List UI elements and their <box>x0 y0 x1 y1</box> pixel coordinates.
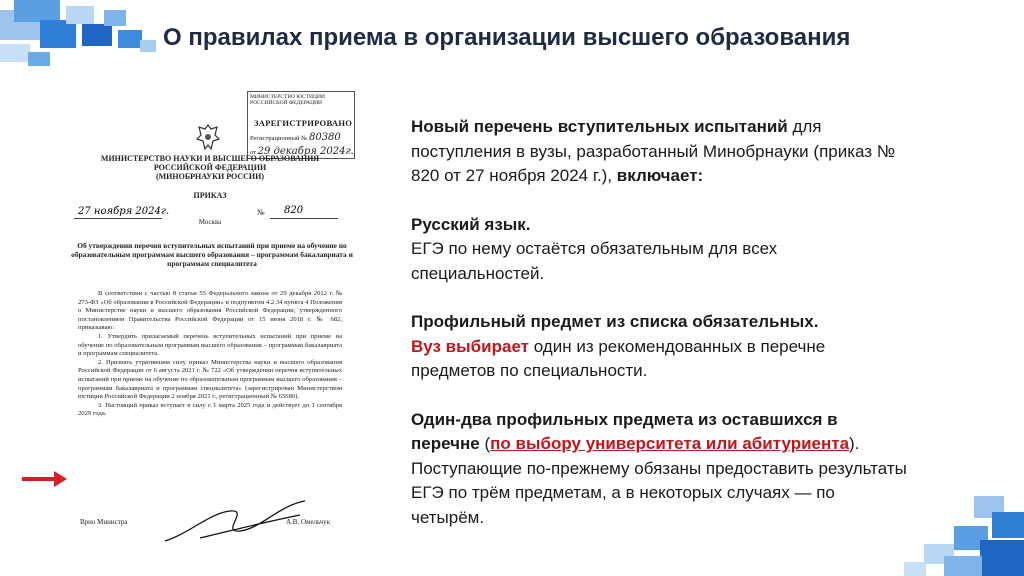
extra-subjects-paragraph: Один-два профильных предмета из оставшихся в перечне (по выбору университета или абитуриента). Поступающие по-прежнему обязаны предоставить результаты ЕГЭ по трём предметам, а в некоторых случаях — по четырём. <box>411 409 907 527</box>
slide-title: О правилах приема в организации высшего образования <box>163 24 851 51</box>
registration-stamp <box>247 91 355 159</box>
order-label: ПРИКАЗ <box>193 191 227 200</box>
order-number: 820 <box>284 205 304 216</box>
intro-paragraph: Новый перечень вступительных испытаний для поступления в вузы, разработанный Минобрнауки (приказ № 820 от 27 ноября 2024 г.), включает: <box>411 117 896 185</box>
stamp-reg-number: Регистрационный № 80380 <box>250 132 341 143</box>
order-body <box>78 290 342 419</box>
stamp-header: МИНИСТЕРСТВО ЮСТИЦИИ РОССИЙСКОЙ ФЕДЕРАЦИИ <box>250 94 325 106</box>
order-paragraph-1: В соответствии с частью 8 статьи 55 Федерального закона от 29 декабря 2012 г. № 273-ФЗ «Об образовании в Российской Федерации» и подпунктом 4.2.34 пункта 4 Положения о Министерстве науки и высшего образования Российской Федерации, утвержденного постановлением Правительства Российской Федерации от 15 июня 2018 г. № 682, приказываю: <box>78 290 342 332</box>
russian-paragraph: Русский язык. ЕГЭ по нему остаётся обязательным для всех специальностей. <box>411 214 778 283</box>
main-text <box>411 115 911 554</box>
order-subject: Об утверждении перечня вступительных испытаний при приеме на обучение по образовательным программам высшего образования – программам бакалавриата и программам специалитета <box>71 241 353 268</box>
coat-of-arms-icon <box>195 123 221 151</box>
ministry-header: МИНИСТЕРСТВО НАУКИ И ВЫСШЕГО ОБРАЗОВАНИЯ РОССИЙСКОЙ ФЕДЕРАЦИИ (МИНОБРНАУКИ РОССИИ) <box>100 154 320 181</box>
order-paragraph-4: 3. Настоящий приказ вступает в силу с 1 марта 2025 года и действует до 1 сентября 2029 года. <box>78 401 342 418</box>
signer-title: Врио Министра <box>80 518 128 526</box>
stamp-reg-date: от 29 декабря 2024г. <box>250 146 354 157</box>
decorative-blocks-bottom-right <box>904 496 1024 576</box>
red-arrow-icon <box>20 468 68 490</box>
order-paragraph-3: 2. Признать утратившим силу приказ Министерства науки и высшего образования Российской Федерации от 6 августа 2021 г. № 722 «Об утверждении перечня вступительных испытаний при приеме на обучение по образовательным программам высшего образования – программам бакалавриата и программам специалитета» (зарегистрирован Министерством юстиции Российской Федерации 2 ноября 2021 г., регистрационный № 65680). <box>78 358 342 401</box>
city: Москва <box>198 218 222 226</box>
stamp-registered: ЗАРЕГИСТРИРОВАНО <box>254 118 353 128</box>
order-document-scan <box>60 88 380 558</box>
signer-name: А.В. Омельчук <box>286 518 331 526</box>
order-date: 27 ноября 2024г. <box>78 206 170 217</box>
order-paragraph-2: 1. Утвердить прилагаемый перечень вступительных испытаний при приеме на обучение по образовательным программам высшего образования – программам бакалавриата и программам специалитета. <box>78 332 342 358</box>
number-label: № <box>257 208 265 217</box>
decorative-blocks-top-left <box>0 0 170 70</box>
profile-subject-paragraph: Профильный предмет из списка обязательных. Вуз выбирает один из рекомендованных в перечне предметов по специальности. <box>411 312 826 380</box>
